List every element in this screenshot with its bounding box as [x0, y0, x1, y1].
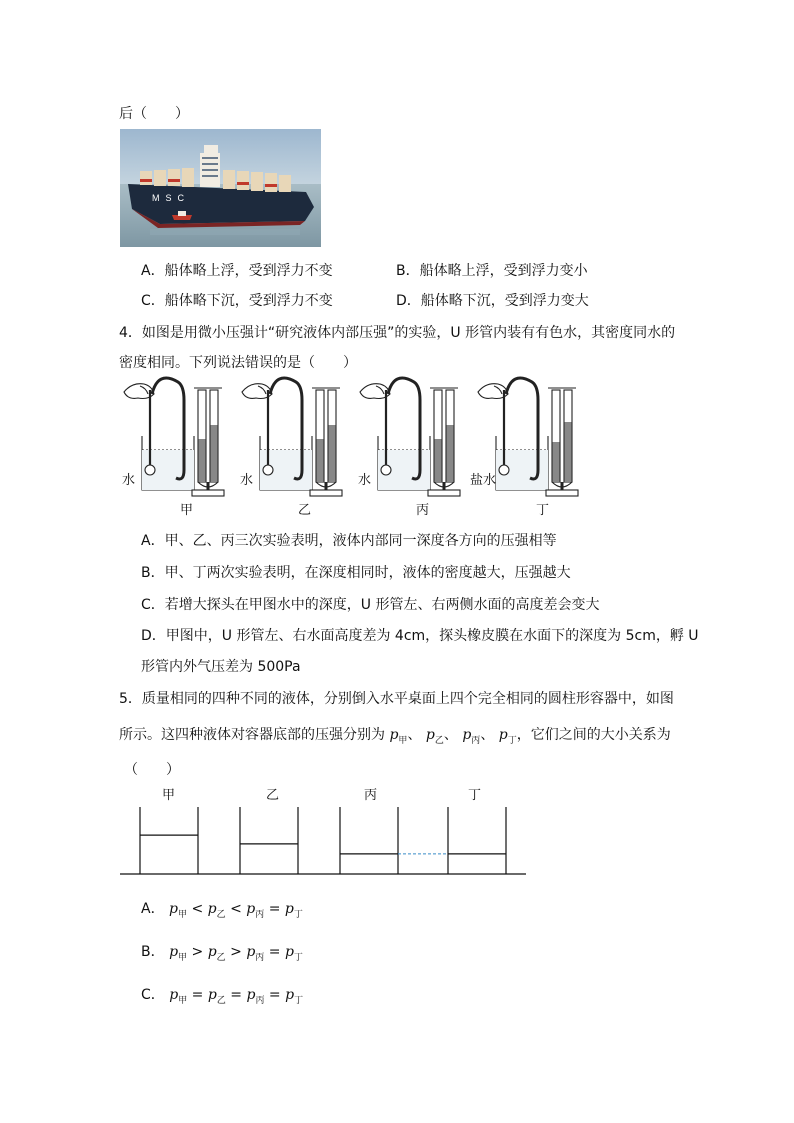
q5-stem-line2-pre: 所示。这四种液体对容器底部的压强分别为 [119, 727, 385, 743]
q5-stem-line1: 5．质量相同的四种不同的液体，分别倒入水平桌面上四个完全相同的圆柱形容器中，如图 [119, 691, 674, 707]
q3-option-d[interactable]: D．船体略下沉，受到浮力变大 [396, 293, 589, 309]
q4-liquid-label-3: 水 [358, 473, 372, 488]
gauge-panel-3 [360, 378, 460, 496]
gauge-panel-2 [242, 378, 342, 496]
q3-option-b[interactable]: B．船体略上浮，受到浮力变小 [396, 263, 588, 279]
q5-stem-line2-post: ，它们之间的大小关系为 [516, 727, 671, 743]
sep: 、 [407, 727, 422, 743]
p-symbol: p [285, 987, 295, 1003]
p-symbol: p [169, 944, 179, 960]
p-sub: 乙 [216, 909, 226, 920]
p-sub: 乙 [216, 995, 226, 1006]
p-sub: 丙 [255, 952, 265, 963]
q5-option-a[interactable] [141, 898, 303, 920]
ship-lettering: MSC [152, 193, 190, 203]
q4-caption-4: 丁 [536, 503, 550, 518]
relation-operator: = [230, 987, 243, 1003]
relation-operator: = [268, 901, 281, 917]
q5-container-label-1: 甲 [162, 788, 176, 803]
q3-option-a[interactable]: A．船体略上浮，受到浮力不变 [141, 263, 333, 279]
p-sub-jia: 甲 [398, 735, 408, 746]
q5-stem-line3: （ ） [124, 762, 180, 778]
q5-option-a-expression [169, 901, 303, 920]
q4-liquid-label-1: 水 [122, 473, 136, 488]
q4-caption-1: 甲 [180, 503, 194, 518]
container-4 [448, 807, 506, 874]
q4-liquid-label-4: 盐水 [470, 473, 497, 488]
q4-option-a[interactable]: A．甲、乙、丙三次实验表明，液体内部同一深度各方向的压强相等 [141, 533, 557, 549]
relation-operator: < [230, 901, 242, 917]
p-sub: 丙 [255, 909, 265, 920]
q5-figure [118, 785, 530, 877]
p-symbol: p [246, 944, 256, 960]
option-letter: B． [141, 944, 165, 960]
q5-option-b-expression [169, 944, 303, 963]
p-symbol: p [169, 987, 179, 1003]
p-symbol: p [246, 901, 256, 917]
q4-stem-line1: 4．如图是用微小压强计“研究液体内部压强”的实验，U 形管内装有有色水，其密度同水的 [119, 325, 676, 341]
p-symbol: p [246, 987, 256, 1003]
q5-option-c-expression [169, 987, 304, 1006]
p-symbol: p [284, 901, 294, 917]
q5-container-label-3: 丙 [364, 788, 378, 803]
p-symbol: p [207, 901, 217, 917]
p-sub: 乙 [216, 952, 226, 963]
p-symbol: p [389, 727, 399, 743]
relation-operator: = [191, 987, 204, 1003]
p-sub: 丁 [293, 952, 303, 963]
p-sub-bing: 丙 [471, 735, 481, 746]
option-letter: C． [141, 987, 165, 1003]
p-symbol: p [498, 727, 508, 743]
q5-stem-line2 [119, 724, 671, 746]
p-symbol: p [207, 987, 217, 1003]
ship-photo [120, 129, 321, 247]
container-3 [340, 807, 398, 874]
q4-option-d-line2: 形管内外气压差为 500Pa [141, 659, 301, 675]
q3-option-c[interactable]: C．船体略下沉，受到浮力不变 [141, 293, 333, 309]
q5-option-b[interactable] [141, 941, 303, 963]
q3-stem-continuation: 后（ ） [119, 106, 189, 122]
p-sub: 丁 [293, 909, 303, 920]
q4-option-d-line1[interactable]: D．甲图中，U 形管左、右水面高度差为 4cm，探头橡皮膜在水面下的深度为 5cm，孵 U [141, 628, 699, 644]
sep: 、 [443, 727, 458, 743]
p-symbol: p [207, 944, 217, 960]
p-symbol: p [169, 901, 178, 917]
relation-operator: > [191, 944, 204, 960]
container-1 [140, 807, 198, 874]
q4-option-c[interactable]: C．若增大探头在甲图水中的深度，U 形管左、右两侧水面的高度差会变大 [141, 597, 600, 613]
p-sub: 甲 [178, 909, 188, 920]
relation-operator: = [268, 944, 281, 960]
q4-caption-3: 丙 [416, 503, 430, 518]
q4-caption-2: 乙 [298, 503, 312, 518]
gauge-panel-1 [124, 378, 224, 496]
q5-container-label-4: 丁 [468, 788, 482, 803]
p-symbol: p [462, 727, 472, 743]
q4-figure [118, 370, 592, 522]
p-sub: 丙 [255, 995, 265, 1006]
relation-operator: = [268, 987, 281, 1003]
container-2 [240, 807, 298, 874]
q4-stem-line2: 密度相同。下列说法错误的是（ ） [119, 355, 357, 371]
q4-option-b[interactable]: B．甲、丁两次实验表明，在深度相同时，液体的密度越大，压强越大 [141, 565, 571, 581]
p-symbol: p [284, 944, 294, 960]
p-sub: 甲 [178, 952, 188, 963]
q5-option-c[interactable] [141, 984, 303, 1006]
p-sub-ding: 丁 [507, 735, 517, 746]
ship-illustration [120, 129, 321, 247]
relation-operator: > [230, 944, 242, 960]
q5-container-label-2: 乙 [266, 788, 280, 803]
relation-operator: < [191, 901, 204, 917]
p-sub-yi: 乙 [434, 735, 444, 746]
p-sub: 丁 [294, 995, 304, 1006]
q4-liquid-label-2: 水 [240, 473, 254, 488]
option-letter: A． [141, 901, 165, 917]
p-sub: 甲 [178, 995, 188, 1006]
p-symbol: p [425, 727, 435, 743]
sep: 、 [480, 727, 495, 743]
